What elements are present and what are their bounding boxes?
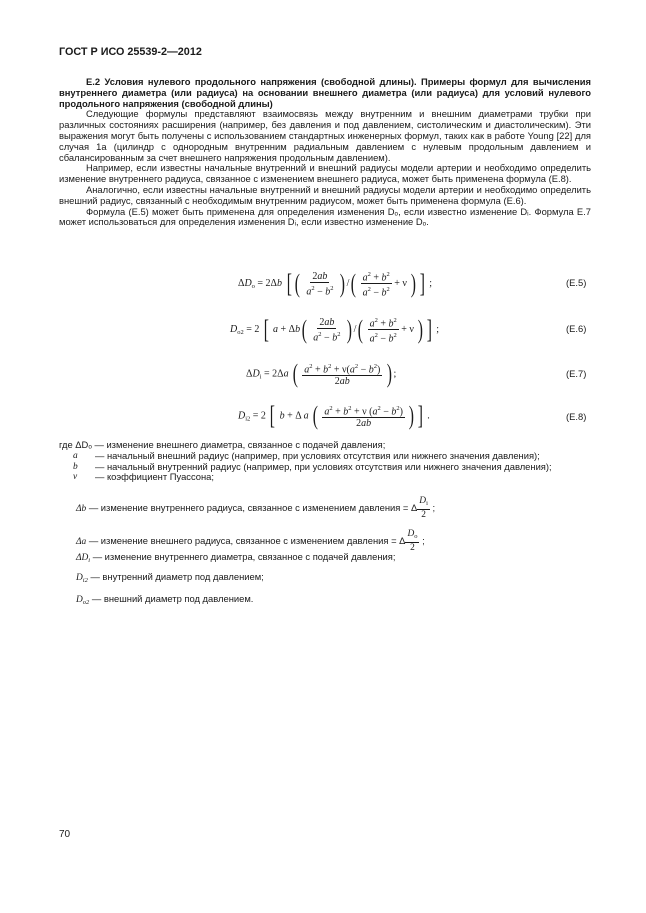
section-body [59, 77, 591, 228]
legend-symbol: ν [73, 472, 78, 483]
formula-e8: $D_{i2} = 2$ [ b + Δ a ( $\frac{a^2 + b^2 + \nu (a^2 - b^2)}{2ab}$ ) ] . [238, 401, 430, 431]
legend-text: — внутренний диаметр под давлением; [90, 571, 264, 582]
legend-text: — изменение внутреннего диаметра, связанное с подачей давления; [92, 551, 396, 562]
paragraph-4: Формула (Е.5) может быть применена для определения изменения Dₒ, если известно изменение Dᵢ. Формула Е.7 может использоваться для определения изменения Dᵢ, если известно изменение Dₒ. [59, 205, 591, 228]
standard-header: ГОСТ Р ИСО 25539-2—2012 [59, 46, 202, 58]
legend-text: — изменение внутреннего радиуса, связанное с изменением давления = [88, 501, 409, 513]
legend-symbol: b [73, 461, 78, 472]
legend-delta-di: $\Delta D_i$ — изменение внутреннего диаметра, связанное с подачей давления; [76, 551, 396, 564]
legend-item-a [59, 451, 599, 462]
formula-e5: $\Delta D_o = 2\Delta b$ [ ( $\frac{2ab}{a^2 - b^2}$ ) /( $\frac{a^2 + b^2}{a^2 - b^2}$ + ν ) ] ; [238, 268, 433, 299]
legend [59, 440, 599, 483]
legend-item-nu [59, 472, 599, 483]
legend-do2: $D_{o2}$ — внешний диаметр под давлением. [76, 593, 254, 606]
paragraph-1: Следующие формулы представляют взаимосвязь между внутренним и внешним диаметрами трубки при различных состояниях расширения (например, без давления и под давлением, систолическим и диастолическим). Эти выражения могут быть получены с использованием стандартных инженерных формул, таких как в работе Young [22] для случая 1а (цилиндр с однородным внутренним радиальным давлением с нулевым продольным давлением и сбалансированным за счет внешнего напряжения продольным давлением). [59, 108, 591, 163]
section-heading: Е.2 Условия нулевого продольного напряжения (свободной длины). Примеры формул для вычисления внутреннего диаметра (или радиуса) на основании внешнего диаметра (или радиуса) для условий нулевого продольного напряжения (свободной длины) [59, 76, 591, 109]
paragraph-3: Аналогично, если известны начальные внутренний и внешний радиусы модели артерии и необходимо определить внешний радиус, связанный с необходимым внутренним радиусом, может быть применена формула (Е.6). [59, 183, 591, 206]
page-number: 70 [59, 829, 71, 840]
equation-number-e6: (Е.6) [566, 323, 587, 334]
legend-text: — изменение внешнего радиуса, связанное с изменением давления = [88, 534, 397, 546]
formula-e6: $D_{o2} = 2$ [ a + Δb( $\frac{2ab}{a^2 - b^2}$ ) /( $\frac{a^2 + b^2}{a^2 - b^2}$ + ν ) ] ; [230, 314, 439, 345]
paragraph-2: Например, если известны начальные внутренний и внешний радиусы модели артерии и необходимо определить изменение внутреннего радиуса, связанное с изменением внешнего радиуса, может быть применена формула (Е.8). [59, 162, 591, 185]
equation-number-e8: (Е.8) [566, 411, 587, 422]
legend-text: — внешний диаметр под давлением. [91, 593, 254, 604]
legend-symbol: a [73, 450, 78, 461]
legend-text: — начальный внутренний радиус (например, при условиях отсутствия или нижнего значения давления); [95, 460, 552, 472]
legend-delta-b: Δb — изменение внутреннего радиуса, связанное с изменением давления = Δ $\frac{D_i}{2}$ ; [76, 496, 436, 520]
legend-delta-a: Δa — изменение внешнего радиуса, связанное с изменением давления = Δ $\frac{D_o}{2}$ ; [76, 529, 425, 553]
legend-text: — начальный внешний радиус (например, при условиях отсутствия или нижнего значения давления); [95, 449, 540, 461]
legend-intro: где ΔDₒ — изменение внешнего диаметра, связанное с подачей давления; [59, 439, 386, 450]
legend-text: — коэффициент Пуассона; [95, 471, 214, 483]
equation-number-e5: (Е.5) [566, 277, 587, 288]
formula-e7: $\Delta D_i = 2\Delta a$ ( $\frac{a^2 + b^2 + \nu(a^2 - b^2)}{2ab}$ ) ; [246, 359, 397, 389]
equation-number-e7: (Е.7) [566, 368, 587, 379]
legend-di2: $D_{i2}$ — внутренний диаметр под давлением; [76, 571, 264, 584]
